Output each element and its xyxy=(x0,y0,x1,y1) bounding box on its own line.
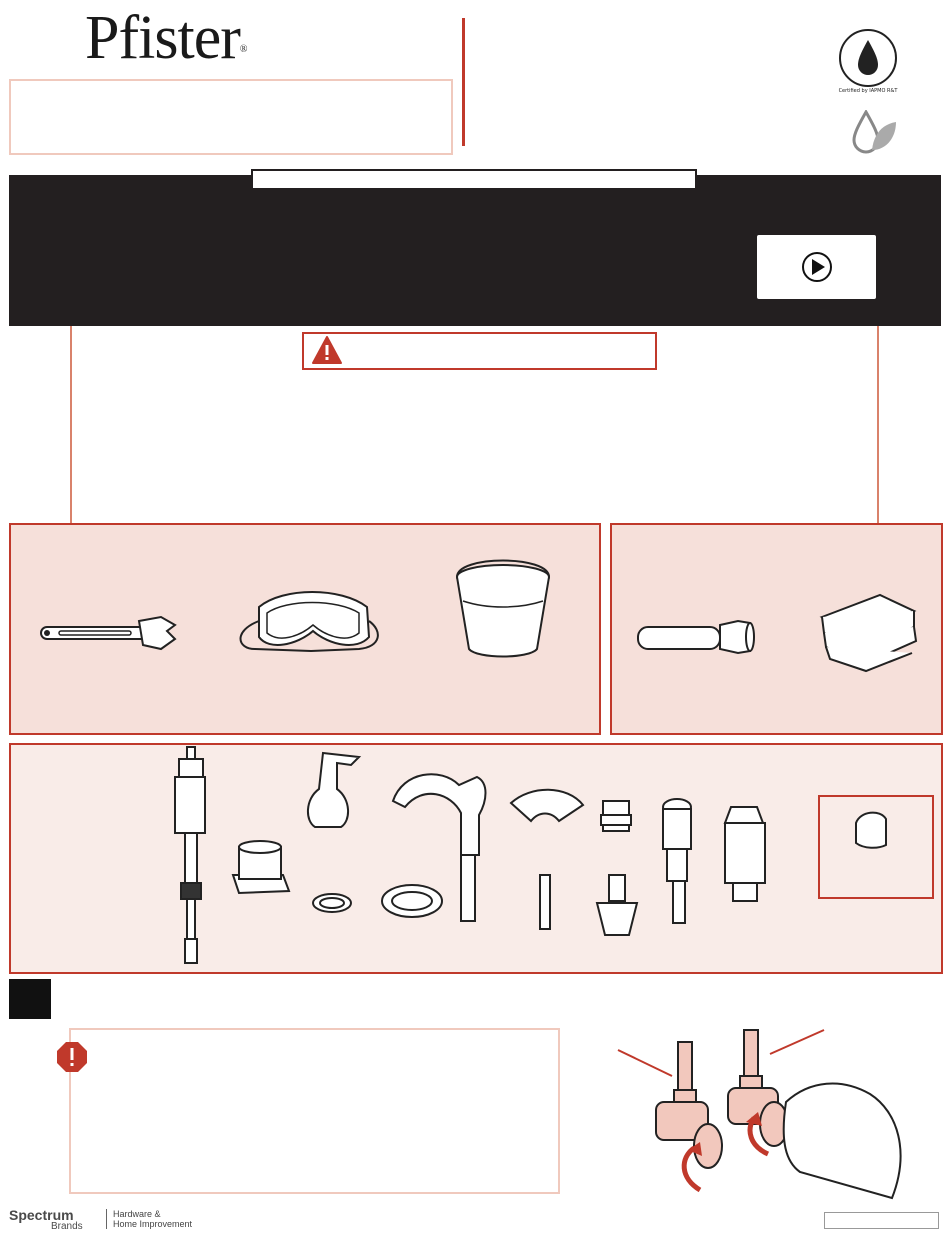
tee-fitting-part xyxy=(597,875,637,935)
parts-panel xyxy=(9,743,943,974)
header-divider xyxy=(462,18,465,146)
adapter-part xyxy=(601,801,631,831)
spectrum-logo: Spectrum Brands xyxy=(9,1207,83,1232)
bucket-icon xyxy=(457,561,549,657)
division-label: Hardware & Home Improvement xyxy=(106,1209,192,1229)
cartridge-clip-part xyxy=(856,813,886,848)
pfister-logo: Pfister® xyxy=(85,4,247,72)
tools-panel xyxy=(9,523,601,735)
step-number xyxy=(9,979,51,1019)
valve-assembly-part xyxy=(175,747,205,963)
handle-part xyxy=(308,753,359,827)
play-icon xyxy=(757,235,876,299)
eco-drop-icon xyxy=(850,110,898,156)
escutcheon-part xyxy=(382,885,442,917)
hex-wrench-part xyxy=(540,875,550,929)
hero-title-tab xyxy=(251,169,697,190)
document-code-box xyxy=(824,1212,939,1229)
safety-goggles-icon xyxy=(241,592,378,651)
filter-part xyxy=(725,807,765,901)
alert-octagon-icon xyxy=(55,1040,89,1074)
note-box xyxy=(69,1028,560,1194)
optional-tools-panel xyxy=(610,523,943,735)
towels-icon xyxy=(822,595,916,671)
connector-left xyxy=(70,326,72,524)
warning-triangle-icon xyxy=(310,334,344,368)
wrench-icon xyxy=(41,617,175,649)
video-button[interactable] xyxy=(757,235,876,299)
template-part xyxy=(511,790,583,821)
shutoff-valves-illustration xyxy=(610,1022,940,1212)
parts-inset xyxy=(818,795,934,899)
watersense-icon xyxy=(838,28,898,96)
model-box xyxy=(9,79,453,155)
svg-text:Certified by IAPMO R&T: Certified by IAPMO R&T xyxy=(838,88,898,94)
warning-box xyxy=(302,332,657,370)
drain-assembly-part xyxy=(663,799,691,923)
flashlight-icon xyxy=(638,621,754,653)
gasket-part xyxy=(313,894,351,912)
connector-right xyxy=(877,326,879,524)
mounting-nut-part xyxy=(233,841,289,893)
